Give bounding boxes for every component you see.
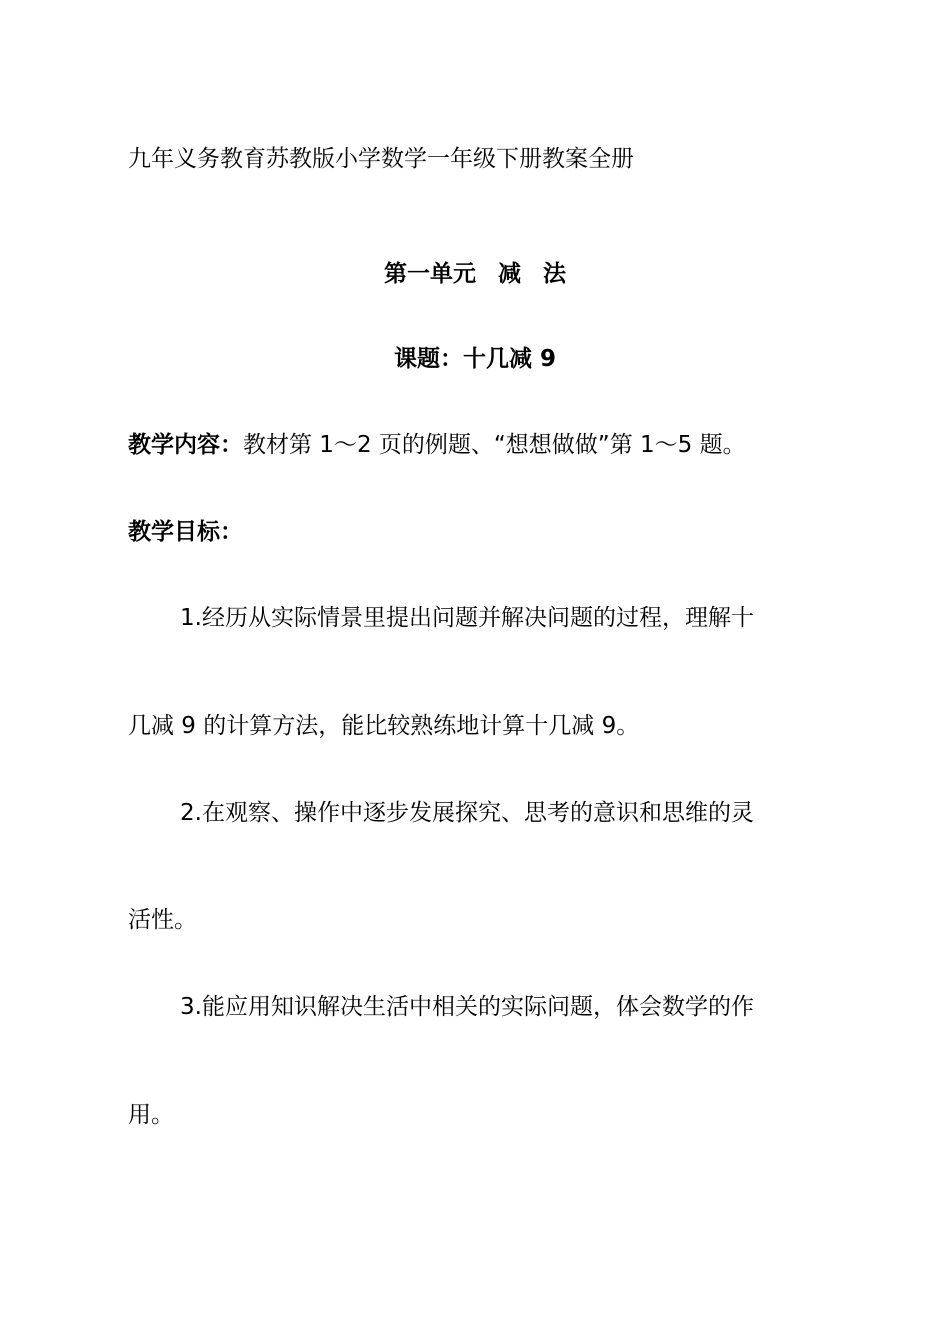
- unit-word-1: 减: [498, 261, 521, 287]
- goal-2-line-2: 活性。: [128, 907, 197, 933]
- lesson-title: 课题：十几减 9: [393, 346, 556, 372]
- goal-2-line-1: 2.在观察、操作中逐步发展探究、思考的意识和思维的灵: [180, 800, 754, 826]
- teaching-content-text: 教材第 1～2 页的例题、“想想做做”第 1～5 题。: [243, 432, 746, 458]
- goal-1-line-1: 1.经历从实际情景里提出问题并解决问题的过程，理解十: [180, 605, 754, 631]
- teaching-content: [128, 429, 828, 461]
- document-title: 九年义务教育苏教版小学数学一年级下册教案全册: [128, 146, 634, 172]
- teaching-goals-label: 教学目标：: [128, 519, 243, 545]
- goal-1-line-2: 几减 9 的计算方法，能比较熟练地计算十几减 9。: [128, 713, 640, 739]
- teaching-content-label: 教学内容：: [128, 432, 243, 458]
- unit-label: 第一单元: [384, 261, 476, 287]
- unit-heading: [0, 258, 950, 290]
- goal-3-line-1: 3.能应用知识解决生活中相关的实际问题，体会数学的作: [180, 994, 754, 1020]
- goal-3-line-2: 用。: [128, 1102, 174, 1128]
- unit-word-2: 法: [543, 261, 566, 287]
